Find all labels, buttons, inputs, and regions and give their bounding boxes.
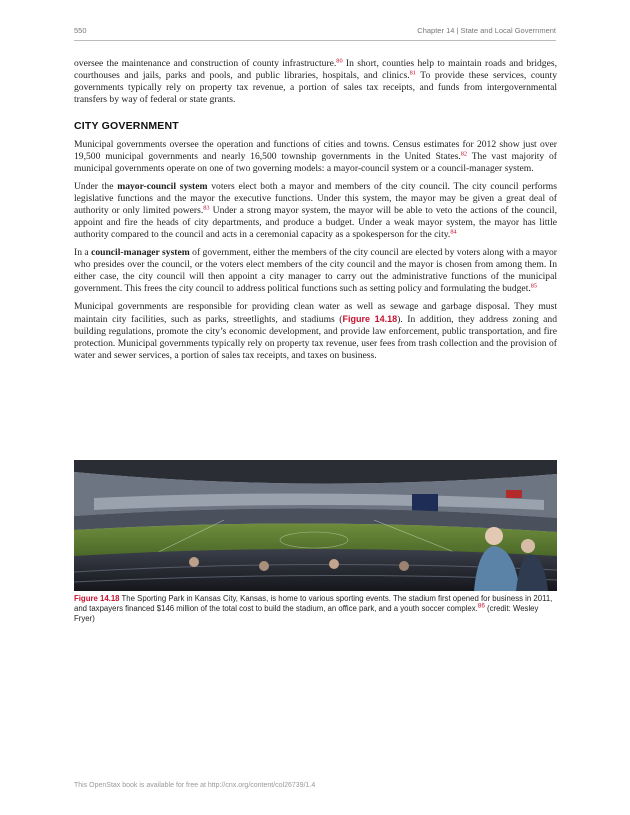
- footnote-ref[interactable]: 86: [477, 602, 485, 610]
- footnote-ref[interactable]: 82: [460, 150, 468, 158]
- page-number: 550: [74, 26, 87, 35]
- figure-caption: Figure 14.18 The Sporting Park in Kansas City, Kansas, is home to various sporting events. The stadium first opened for business in 2011, and taxpayers financed $146 million of the total cost to build the stadium, an office park, and a youth soccer complex.$^{86}$ (credit: Wesley Fryer): [74, 594, 553, 624]
- paragraph-council-manager: In a council-manager system of government, either the members of the city council are elected by voters along with a mayor who presides over the council, or the voters elect members of the city council and the mayor is chosen from among them. In either case, the city council will then appoint a city manager to carry out the administrative functions of the municipal government. This frees the city council to address political functions such as setting policy and formulating the budget.$^{85}$: [74, 247, 557, 294]
- key-term: mayor-council system: [117, 181, 208, 192]
- figure-label: Figure 14.18: [74, 594, 120, 603]
- paragraph-responsibilities: Municipal governments are responsible for providing clean water as well as sewage and garbage disposal. They must maintain city facilities, such as parks, streetlights, and stadiums (Figure 14.18). In addition, they address zoning and building regulations, promote the city’s economic development, and provide law enforcement, public transportation, and fire protection. Municipal governments typically rely on property tax revenue, user fees from trash collection and the provision of water and sewer services, a portion of sales tax receipts, and taxes on business.: [74, 301, 557, 361]
- paragraph-mayor-council: Under the mayor-council system voters elect both a mayor and members of the city council. The city council performs legislative functions and the mayor the executive functions. Under this system, the mayor may be given a great deal of authority or only limited powers.$^{83}$ Under a strong mayor system, the mayor will be able to veto the actions of the council, appoint and fire the heads of city departments, and produce a budget. Under a weak mayor system, the mayor has little authority compared to the council and acts in a ceremonial capacity as a spokesperson for the city.$^{84}$: [74, 181, 557, 240]
- body-text: [74, 58, 557, 368]
- header-rule: [74, 40, 556, 41]
- footnote-ref[interactable]: 84: [450, 228, 457, 236]
- key-term: council-manager system: [91, 247, 190, 258]
- footnote-ref[interactable]: 81: [409, 69, 416, 77]
- figure-link[interactable]: Figure 14.18: [342, 314, 398, 324]
- running-header: [74, 26, 556, 38]
- chapter-title: Chapter 14 | State and Local Government: [417, 26, 556, 35]
- page-footer: This OpenStax book is available for free at http://cnx.org/content/col26739/1.4: [74, 782, 316, 789]
- intro-paragraph: oversee the maintenance and construction of county infrastructure.$^{80}$ In short, counties help to maintain roads and bridges, courthouses and jails, parks and pools, and public libraries, hospitals, and clinics.$^{81}$ To provide these services, county governments typically rely on property tax revenue, a portion of sales tax receipts, and funds from intergovernmental transfers by way of federal or state grants.: [74, 57, 557, 105]
- section-heading: CITY GOVERNMENT: [74, 120, 179, 132]
- footnote-ref[interactable]: 80: [336, 57, 343, 65]
- stadium-photo: [74, 460, 557, 591]
- footnote-ref[interactable]: 83: [203, 204, 210, 212]
- paragraph-municipal: Municipal governments oversee the operation and functions of cities and towns. Census estimates for 2012 show just over 19,500 municipal governments and nearly 16,500 township governments in the United States.$^{82}$ The vast majority of municipal governments operate on one of two governing models: a mayor-council system or a council-manager system.: [74, 139, 557, 174]
- footnote-ref[interactable]: 85: [530, 282, 538, 290]
